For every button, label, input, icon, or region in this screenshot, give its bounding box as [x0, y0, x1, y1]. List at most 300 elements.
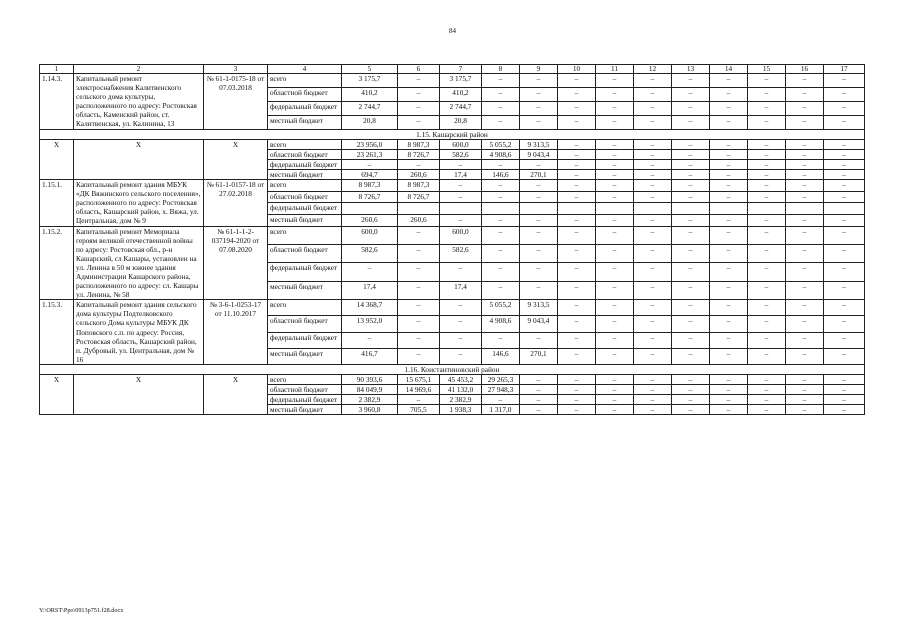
amount-cell: – [398, 244, 440, 262]
amount-cell: – [440, 316, 482, 332]
approval-document: Х [204, 139, 268, 179]
amount-cell: – [710, 348, 748, 364]
amount-cell: – [634, 139, 672, 149]
amount-cell: – [710, 149, 748, 159]
amount-cell: 705,5 [398, 405, 440, 415]
amount-cell: – [710, 159, 748, 169]
column-number: 14 [710, 65, 748, 74]
amount-cell: 14 368,7 [342, 300, 398, 316]
amount-cell: – [596, 385, 634, 395]
budget-source-label: местный бюджет [268, 405, 342, 415]
amount-cell: – [482, 263, 520, 281]
budget-source-label: местный бюджет [268, 281, 342, 299]
amount-cell: – [672, 395, 710, 405]
amount-cell: – [482, 395, 520, 405]
amount-cell: – [634, 405, 672, 415]
amount-cell: – [558, 281, 596, 299]
amount-cell: – [558, 226, 596, 244]
amount-cell: – [596, 405, 634, 415]
amount-cell: 3 175,7 [342, 74, 398, 88]
amount-cell: 2 744,7 [440, 101, 482, 115]
amount-cell: – [824, 180, 865, 192]
amount-cell: – [672, 169, 710, 179]
budget-source-label: областной бюджет [268, 87, 342, 101]
amount-cell: – [558, 139, 596, 149]
amount-cell: – [748, 348, 786, 364]
item-number: 1.15.2. [40, 226, 74, 300]
amount-cell: – [824, 214, 865, 226]
amount-cell: 146,6 [482, 348, 520, 364]
amount-cell: – [596, 244, 634, 262]
column-number: 13 [672, 65, 710, 74]
amount-cell [786, 203, 824, 215]
amount-cell [520, 203, 558, 215]
amount-cell: – [786, 348, 824, 364]
amount-cell: – [520, 405, 558, 415]
amount-cell: 1 938,3 [440, 405, 482, 415]
budget-source-label: всего [268, 226, 342, 244]
amount-cell: – [824, 191, 865, 203]
budget-source-label: областной бюджет [268, 149, 342, 159]
amount-cell: – [520, 244, 558, 262]
amount-cell: 8 726,7 [398, 149, 440, 159]
budget-source-label: федеральный бюджет [268, 263, 342, 281]
amount-cell: 41 132,0 [440, 385, 482, 395]
amount-cell: – [748, 115, 786, 129]
amount-cell: – [710, 87, 748, 101]
amount-cell: – [710, 281, 748, 299]
amount-cell [710, 203, 748, 215]
amount-cell: – [672, 180, 710, 192]
amount-cell: – [634, 385, 672, 395]
column-number: 4 [268, 65, 342, 74]
amount-cell: – [482, 74, 520, 88]
section-heading-row [40, 364, 865, 374]
amount-cell: – [710, 300, 748, 316]
amount-cell: – [342, 332, 398, 348]
amount-cell: – [596, 149, 634, 159]
column-number: 16 [786, 65, 824, 74]
amount-cell: – [710, 101, 748, 115]
amount-cell: – [824, 332, 865, 348]
column-number: 3 [204, 65, 268, 74]
amount-cell: – [596, 300, 634, 316]
column-number: 11 [596, 65, 634, 74]
amount-cell: 20,8 [440, 115, 482, 129]
amount-cell: – [824, 385, 865, 395]
amount-cell: – [710, 226, 748, 244]
amount-cell: – [748, 87, 786, 101]
column-number: 6 [398, 65, 440, 74]
amount-cell: – [520, 180, 558, 192]
amount-cell: – [520, 87, 558, 101]
amount-cell: – [634, 101, 672, 115]
budget-source-label: федеральный бюджет [268, 101, 342, 115]
amount-cell: 694,7 [342, 169, 398, 179]
amount-cell: – [596, 214, 634, 226]
budget-source-label: всего [268, 74, 342, 88]
amount-cell: 9 043,4 [520, 149, 558, 159]
amount-cell: – [558, 101, 596, 115]
amount-cell: – [482, 332, 520, 348]
amount-cell [558, 203, 596, 215]
amount-cell: – [398, 281, 440, 299]
amount-cell: – [824, 226, 865, 244]
item-number: Х [40, 375, 74, 415]
amount-cell [398, 203, 440, 215]
budget-source-label: всего [268, 139, 342, 149]
amount-cell: – [558, 180, 596, 192]
approval-document: № 61-1-0157-18 от 27.02.2018 [204, 180, 268, 226]
amount-cell: – [710, 385, 748, 395]
amount-cell: – [398, 101, 440, 115]
budget-source-label: местный бюджет [268, 348, 342, 364]
amount-cell: 9 043,4 [520, 316, 558, 332]
amount-cell: – [748, 101, 786, 115]
amount-cell: – [672, 101, 710, 115]
amount-cell: – [398, 115, 440, 129]
approval-document: № 61-1-0175-18 от 07.03.2018 [204, 74, 268, 130]
amount-cell: – [596, 139, 634, 149]
amount-cell: – [634, 300, 672, 316]
amount-cell: – [596, 180, 634, 192]
amount-cell: 410,2 [440, 87, 482, 101]
amount-cell: 17,4 [342, 281, 398, 299]
amount-cell: – [786, 191, 824, 203]
amount-cell: 9 313,5 [520, 300, 558, 316]
amount-cell: – [634, 169, 672, 179]
amount-cell: – [440, 214, 482, 226]
amount-cell: – [748, 169, 786, 179]
amount-cell: – [786, 169, 824, 179]
amount-cell: – [440, 263, 482, 281]
amount-cell: 5 055,2 [482, 139, 520, 149]
amount-cell: – [482, 87, 520, 101]
amount-cell: – [672, 300, 710, 316]
amount-cell: – [672, 149, 710, 159]
amount-cell: 17,4 [440, 281, 482, 299]
amount-cell: – [440, 348, 482, 364]
item-name: Капитальный ремонт здания сельского дома культуры Подтелковского сельского Дома культуры МБУК ДК Поповского с.п. по адресу: Россия, Ростовская область, Кашарский район, п. Дубровый, ул. Центральная, дом № 16 [74, 300, 204, 365]
amount-cell: – [672, 348, 710, 364]
amount-cell: – [482, 281, 520, 299]
amount-cell: – [398, 348, 440, 364]
amount-cell: – [520, 115, 558, 129]
amount-cell: – [786, 244, 824, 262]
amount-cell: 260,6 [342, 214, 398, 226]
amount-cell: – [558, 385, 596, 395]
item-number: Х [40, 139, 74, 179]
amount-cell: – [596, 348, 634, 364]
amount-cell: 17,4 [440, 169, 482, 179]
amount-cell: – [558, 244, 596, 262]
amount-cell: – [748, 281, 786, 299]
amount-cell: – [634, 375, 672, 385]
amount-cell: – [520, 385, 558, 395]
amount-cell: 600,0 [440, 226, 482, 244]
table-row [40, 180, 865, 192]
amount-cell: – [596, 375, 634, 385]
amount-cell: 600,0 [440, 139, 482, 149]
amount-cell: – [672, 226, 710, 244]
amount-cell: 3 175,7 [440, 74, 482, 88]
amount-cell: 146,6 [482, 169, 520, 179]
table-row [40, 74, 865, 88]
amount-cell: – [558, 214, 596, 226]
amount-cell: – [520, 159, 558, 169]
amount-cell: – [786, 281, 824, 299]
amount-cell: – [672, 191, 710, 203]
amount-cell: 45 453,2 [440, 375, 482, 385]
amount-cell: – [558, 332, 596, 348]
amount-cell [342, 203, 398, 215]
amount-cell: – [520, 101, 558, 115]
amount-cell: – [672, 159, 710, 169]
amount-cell: – [672, 385, 710, 395]
amount-cell: – [786, 300, 824, 316]
amount-cell: – [634, 180, 672, 192]
amount-cell: 20,8 [342, 115, 398, 129]
amount-cell: – [748, 74, 786, 88]
amount-cell: – [710, 332, 748, 348]
amount-cell: 3 960,8 [342, 405, 398, 415]
amount-cell: 9 313,5 [520, 139, 558, 149]
amount-cell: – [824, 405, 865, 415]
amount-cell [482, 203, 520, 215]
amount-cell: 1 317,0 [482, 405, 520, 415]
amount-cell: – [398, 159, 440, 169]
amount-cell: – [596, 159, 634, 169]
amount-cell: – [634, 226, 672, 244]
table-row [40, 375, 865, 385]
amount-cell [672, 203, 710, 215]
amount-cell: 582,6 [440, 244, 482, 262]
item-name: Х [74, 375, 204, 415]
amount-cell: – [558, 405, 596, 415]
amount-cell: – [558, 115, 596, 129]
amount-cell: – [558, 169, 596, 179]
amount-cell: – [748, 263, 786, 281]
amount-cell: – [398, 74, 440, 88]
amount-cell: – [634, 159, 672, 169]
amount-cell: – [824, 149, 865, 159]
amount-cell: – [748, 149, 786, 159]
amount-cell: – [710, 180, 748, 192]
table-row [40, 226, 865, 244]
amount-cell: – [558, 316, 596, 332]
amount-cell: – [634, 316, 672, 332]
column-number: 12 [634, 65, 672, 74]
amount-cell: – [520, 263, 558, 281]
amount-cell: – [710, 244, 748, 262]
amount-cell: – [558, 263, 596, 281]
amount-cell: – [558, 149, 596, 159]
amount-cell: – [482, 244, 520, 262]
amount-cell: – [748, 332, 786, 348]
budget-source-label: областной бюджет [268, 385, 342, 395]
amount-cell: – [748, 375, 786, 385]
amount-cell: – [786, 395, 824, 405]
amount-cell: – [440, 191, 482, 203]
amount-cell: – [596, 281, 634, 299]
amount-cell: – [520, 375, 558, 385]
amount-cell: – [824, 115, 865, 129]
budget-source-label: всего [268, 300, 342, 316]
amount-cell: – [440, 180, 482, 192]
amount-cell: – [672, 87, 710, 101]
amount-cell: 260,6 [398, 169, 440, 179]
column-number: 8 [482, 65, 520, 74]
amount-cell: – [748, 395, 786, 405]
item-name: Капитальный ремонт здания МБУК «ДК Вяжинского сельского поселения», расположенного по адресу: Ростовская область, Кашарский район, х. Вяжа, ул. Центральная, дом № 9 [74, 180, 204, 226]
amount-cell: – [672, 375, 710, 385]
amount-cell: – [398, 87, 440, 101]
amount-cell: – [710, 169, 748, 179]
amount-cell [634, 203, 672, 215]
amount-cell: – [398, 332, 440, 348]
amount-cell: 29 265,3 [482, 375, 520, 385]
column-number: 7 [440, 65, 482, 74]
amount-cell: – [520, 395, 558, 405]
amount-cell: – [786, 139, 824, 149]
amount-cell: 260,6 [398, 214, 440, 226]
amount-cell: – [558, 159, 596, 169]
approval-document: Х [204, 375, 268, 415]
amount-cell: – [596, 226, 634, 244]
amount-cell: – [710, 115, 748, 129]
amount-cell: – [786, 332, 824, 348]
column-number: 2 [74, 65, 204, 74]
amount-cell: 582,6 [342, 244, 398, 262]
amount-cell: – [482, 226, 520, 244]
amount-cell: – [824, 348, 865, 364]
amount-cell: – [824, 244, 865, 262]
column-number: 9 [520, 65, 558, 74]
amount-cell: – [710, 191, 748, 203]
amount-cell: – [398, 263, 440, 281]
amount-cell: – [824, 139, 865, 149]
amount-cell: – [398, 300, 440, 316]
amount-cell: – [786, 74, 824, 88]
amount-cell: – [824, 395, 865, 405]
amount-cell: – [634, 74, 672, 88]
amount-cell: – [440, 332, 482, 348]
amount-cell: – [482, 159, 520, 169]
amount-cell: 410,2 [342, 87, 398, 101]
amount-cell: – [398, 316, 440, 332]
amount-cell: 416,7 [342, 348, 398, 364]
amount-cell: – [786, 149, 824, 159]
amount-cell: – [596, 316, 634, 332]
budget-source-label: местный бюджет [268, 115, 342, 129]
amount-cell: – [342, 263, 398, 281]
amount-cell: – [710, 375, 748, 385]
amount-cell: – [520, 226, 558, 244]
amount-cell: 23 261,3 [342, 149, 398, 159]
file-path-footer: Y:\ORST\Ppo\0913p751.f28.docx [39, 607, 124, 614]
amount-cell: – [398, 226, 440, 244]
budget-source-label: всего [268, 180, 342, 192]
item-name: Х [74, 139, 204, 179]
amount-cell: – [596, 332, 634, 348]
budget-source-label: федеральный бюджет [268, 159, 342, 169]
amount-cell: – [672, 115, 710, 129]
amount-cell: – [634, 332, 672, 348]
budget-source-label: местный бюджет [268, 169, 342, 179]
amount-cell: – [786, 214, 824, 226]
amount-cell: – [748, 226, 786, 244]
amount-cell: – [634, 191, 672, 203]
item-name: Капитальный ремонт электроснабжения Калитвенского сельского дома культуры, расположенного по адресу: Ростовская область, Каменский район, ст. Калитвенская, ул. Калинина, 13 [74, 74, 204, 130]
amount-cell [748, 203, 786, 215]
amount-cell: – [710, 405, 748, 415]
amount-cell: – [596, 115, 634, 129]
budget-source-label: федеральный бюджет [268, 203, 342, 215]
amount-cell [596, 203, 634, 215]
table-row [40, 300, 865, 316]
amount-cell: – [398, 395, 440, 405]
budget-source-label: всего [268, 375, 342, 385]
amount-cell: – [786, 226, 824, 244]
budget-source-label: областной бюджет [268, 244, 342, 262]
item-number: 1.15.1. [40, 180, 74, 226]
amount-cell: – [482, 214, 520, 226]
amount-cell: – [824, 159, 865, 169]
amount-cell: – [634, 87, 672, 101]
amount-cell: – [634, 281, 672, 299]
amount-cell: 23 956,0 [342, 139, 398, 149]
amount-cell: – [748, 180, 786, 192]
amount-cell: – [558, 191, 596, 203]
amount-cell: 27 948,3 [482, 385, 520, 395]
amount-cell: – [748, 385, 786, 395]
amount-cell: – [596, 395, 634, 405]
approval-document: № 3-6-1-0253-17 от 11.10.2017 [204, 300, 268, 365]
amount-cell: 15 675,1 [398, 375, 440, 385]
amount-cell: – [824, 169, 865, 179]
amount-cell: – [634, 244, 672, 262]
section-heading: 1.15. Кашарский район [40, 129, 865, 139]
amount-cell: 13 952,0 [342, 316, 398, 332]
amount-cell: – [786, 316, 824, 332]
amount-cell: – [786, 101, 824, 115]
amount-cell: – [710, 74, 748, 88]
amount-cell: – [672, 316, 710, 332]
amount-cell: – [558, 395, 596, 405]
amount-cell: – [786, 405, 824, 415]
section-heading: 1.16. Константиновский район [40, 364, 865, 374]
amount-cell: – [672, 405, 710, 415]
amount-cell: – [634, 263, 672, 281]
amount-cell: – [482, 101, 520, 115]
amount-cell: – [748, 139, 786, 149]
amount-cell: 270,1 [520, 169, 558, 179]
amount-cell: – [482, 180, 520, 192]
amount-cell: – [710, 214, 748, 226]
amount-cell: – [824, 316, 865, 332]
amount-cell: – [786, 87, 824, 101]
amount-cell: – [672, 214, 710, 226]
amount-cell: – [672, 332, 710, 348]
column-number: 1 [40, 65, 74, 74]
amount-cell: – [824, 300, 865, 316]
budget-source-label: федеральный бюджет [268, 332, 342, 348]
amount-cell: – [824, 74, 865, 88]
amount-cell: 582,6 [440, 149, 482, 159]
amount-cell [824, 203, 865, 215]
amount-cell: – [596, 191, 634, 203]
budget-source-label: федеральный бюджет [268, 395, 342, 405]
